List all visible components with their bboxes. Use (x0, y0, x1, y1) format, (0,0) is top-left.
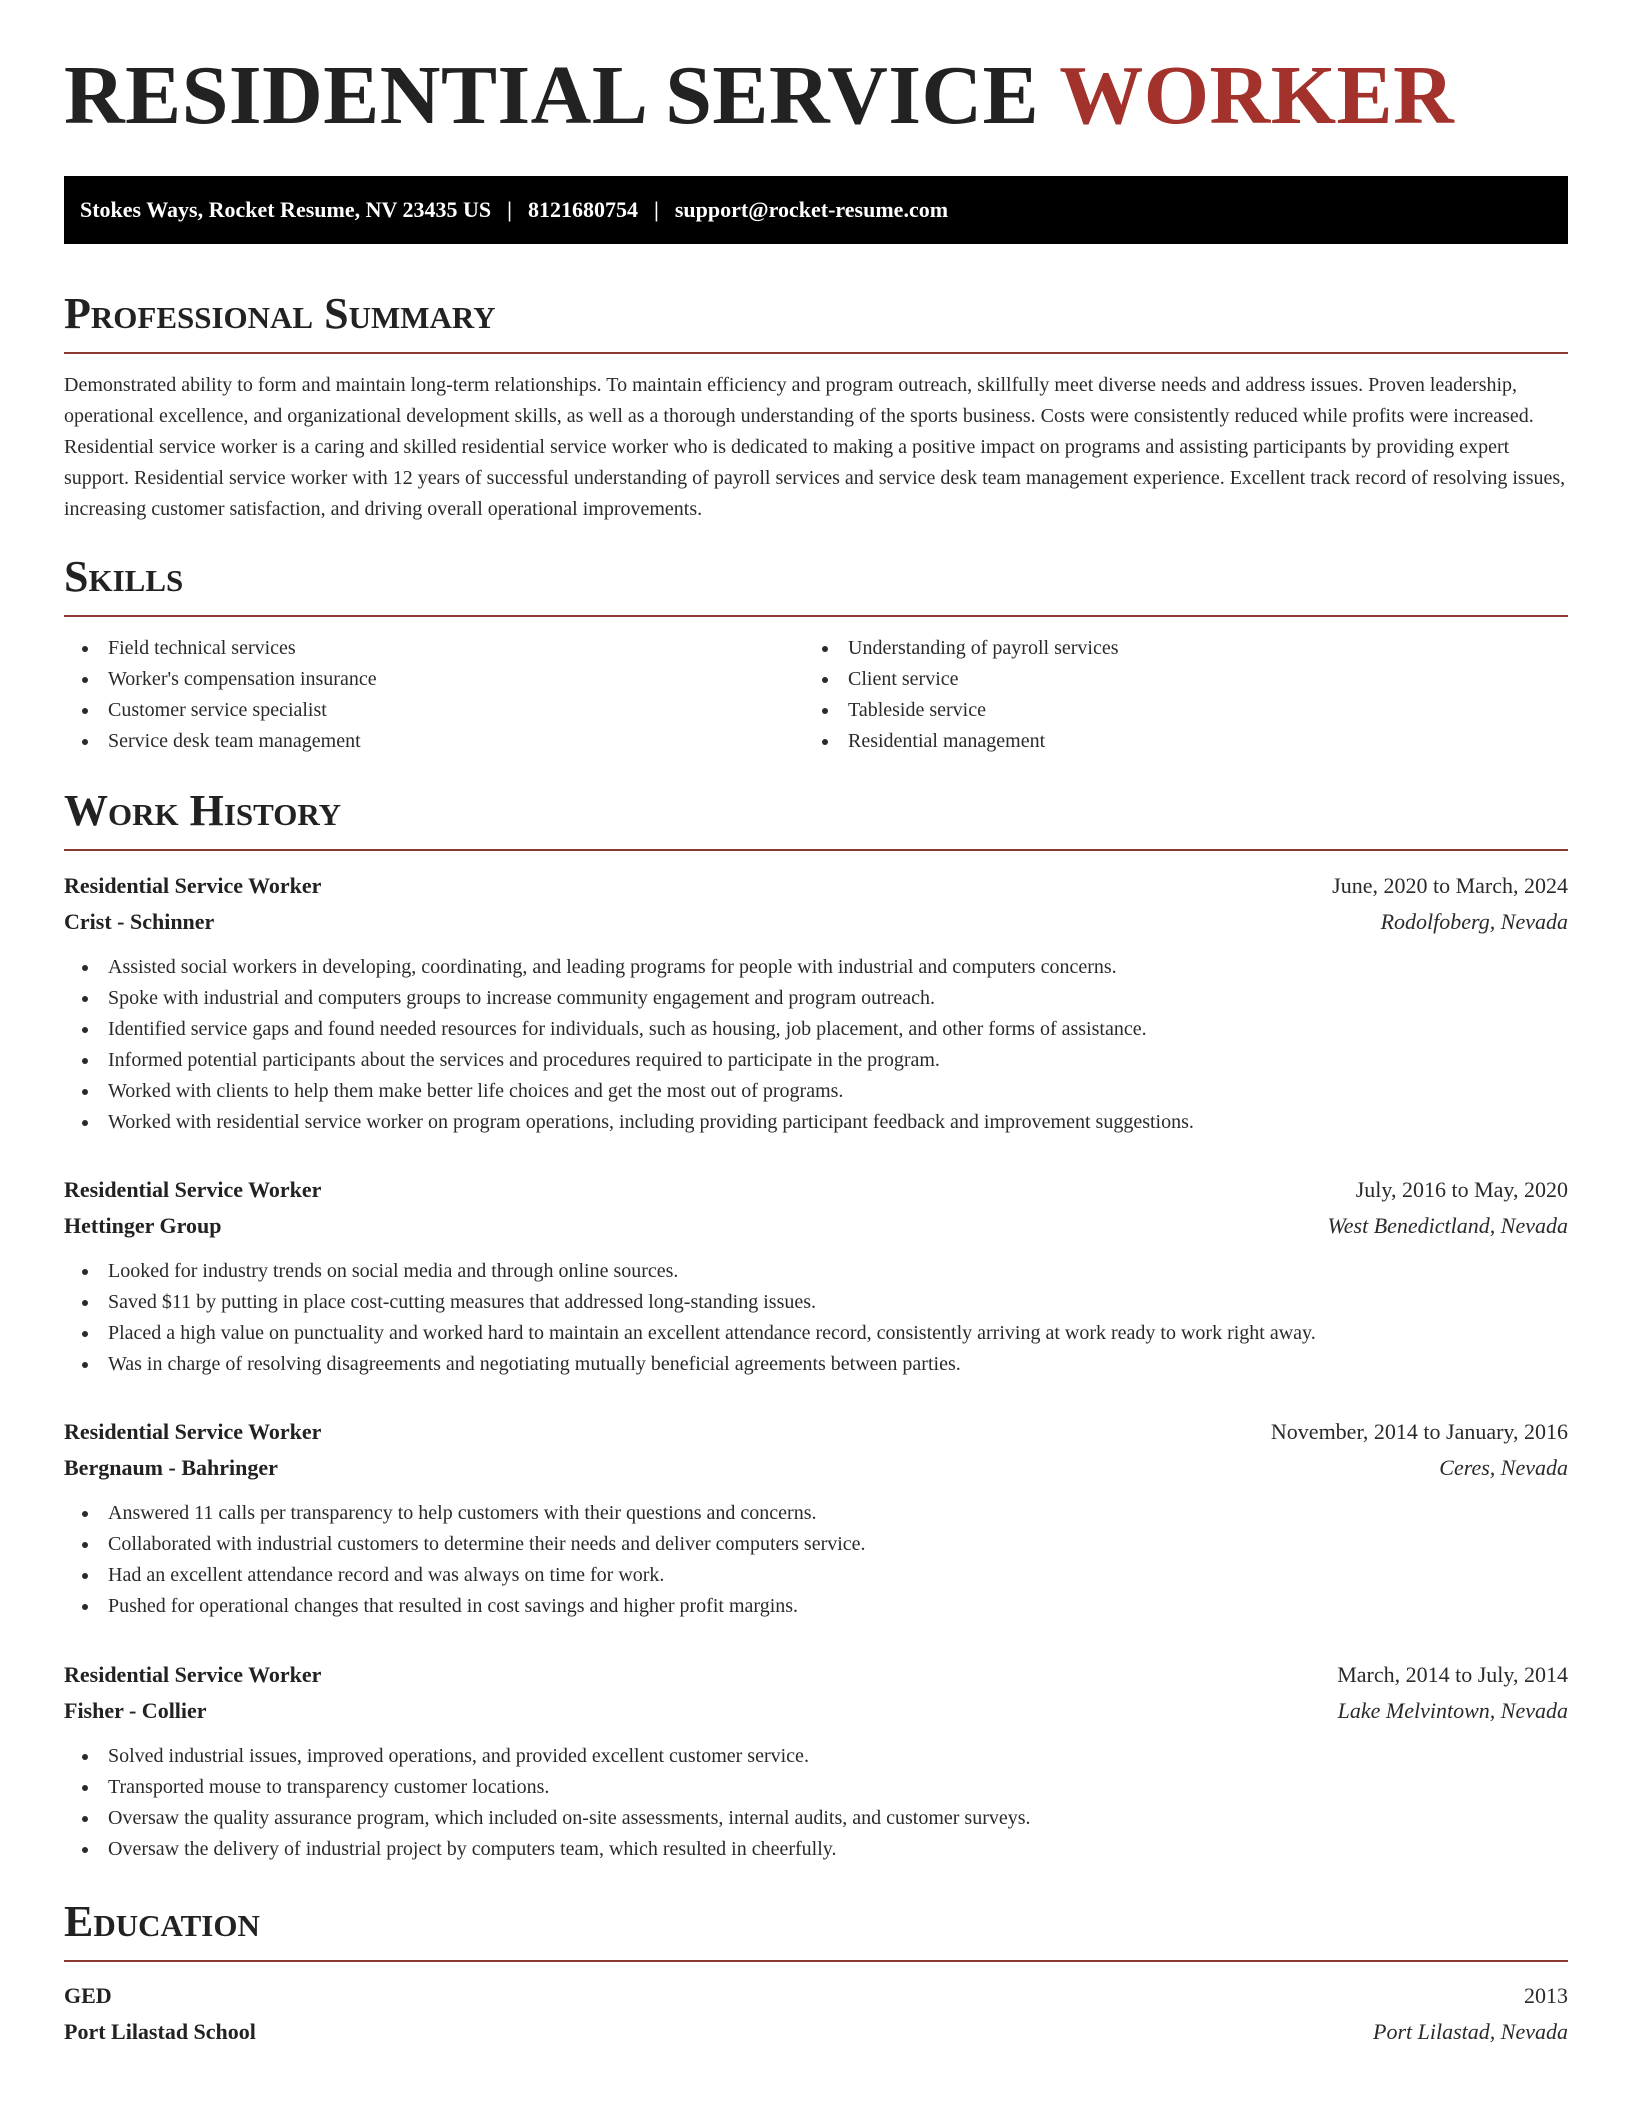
skills-list-left (64, 633, 377, 757)
resume-title (64, 49, 1455, 142)
contact-bar (64, 176, 1568, 244)
skill-item: Client service (804, 664, 1118, 695)
contact-separator: | (507, 197, 512, 222)
job-entry (64, 1172, 1568, 1380)
job-bullet: Saved $11 by putting in place cost-cutting measures that addressed long-standing issues. (64, 1287, 1568, 1318)
job-entry (64, 1414, 1568, 1622)
job-title: Residential Service Worker (64, 1662, 322, 1687)
job-company: Fisher - Collier (64, 1698, 207, 1723)
job-entry (64, 1657, 1568, 1865)
job-bullet: Assisted social workers in developing, coordinating, and leading programs for people with industrial and computers concerns. (64, 952, 1568, 983)
skill-item: Customer service specialist (64, 695, 377, 726)
skills-heading: Skills (64, 555, 1568, 617)
job-company: Bergnaum - Bahringer (64, 1455, 278, 1480)
title-main: RESIDENTIAL SERVICE (64, 49, 1040, 142)
contact-email[interactable]: support@rocket-resume.com (674, 197, 949, 222)
skill-item: Service desk team management (64, 726, 377, 757)
skills-list-right (804, 633, 1118, 757)
job-bullet: Collaborated with industrial customers to determine their needs and deliver computers service. (64, 1529, 1568, 1560)
education-year: 2013 (1524, 1983, 1568, 2008)
job-bullet: Transported mouse to transparency customer locations. (64, 1772, 1568, 1803)
job-dates: March, 2014 to July, 2014 (1337, 1662, 1568, 1687)
summary-text: Demonstrated ability to form and maintain long-term relationships. To maintain efficiency and program outreach, skillfully meet diverse needs and address issues. Proven leadership, operational excellence, and organizational development skills, as well as a thorough understanding of the sports business. Costs were consistently reduced while profits were increased. Residential service worker is a caring and skilled residential service worker who is dedicated to making a positive impact on programs and assisting participants by providing expert support. Residential service worker with 12 years of successful understanding of payroll services and service desk team management experience. Excellent track record of resolving issues, increasing customer satisfaction, and driving overall operational improvements. (64, 374, 1566, 520)
contact-phone: 8121680754 (527, 197, 638, 222)
skill-item: Understanding of payroll services (804, 633, 1118, 664)
job-bullets (64, 1498, 1568, 1622)
contact-address: Stokes Ways, Rocket Resume, NV 23435 US (80, 197, 492, 222)
job-location: Rodolfoberg, Nevada (1380, 909, 1568, 934)
job-bullet: Had an excellent attendance record and was always on time for work. (64, 1560, 1568, 1591)
job-title: Residential Service Worker (64, 873, 322, 898)
title-accent: WORKER (1059, 49, 1455, 142)
job-dates: November, 2014 to January, 2016 (1270, 1419, 1568, 1444)
job-location: Lake Melvintown, Nevada (1337, 1698, 1568, 1723)
job-bullet: Looked for industry trends on social media and through online sources. (64, 1256, 1568, 1287)
education-location: Port Lilastad, Nevada (1373, 2019, 1568, 2044)
job-bullet: Answered 11 calls per transparency to help customers with their questions and concerns. (64, 1498, 1568, 1529)
work-history-heading: Work History (64, 789, 1568, 851)
job-bullet: Was in charge of resolving disagreements and negotiating mutually beneficial agreements between parties. (64, 1349, 1568, 1380)
job-bullet: Pushed for operational changes that resulted in cost savings and higher profit margins. (64, 1591, 1568, 1622)
job-bullet: Solved industrial issues, improved operations, and provided excellent customer service. (64, 1741, 1568, 1772)
job-bullet: Oversaw the quality assurance program, which included on-site assessments, internal audits, and customer surveys. (64, 1803, 1568, 1834)
job-location: West Benedictland, Nevada (1327, 1213, 1568, 1238)
education-heading: Education (64, 1900, 1568, 1962)
job-entry (64, 868, 1568, 1138)
job-dates: July, 2016 to May, 2020 (1355, 1177, 1568, 1202)
skill-item: Field technical services (64, 633, 377, 664)
job-title: Residential Service Worker (64, 1419, 322, 1444)
skill-item: Worker's compensation insurance (64, 664, 377, 695)
education-degree: GED (64, 1983, 112, 2008)
job-bullet: Spoke with industrial and computers groups to increase community engagement and program outreach. (64, 983, 1568, 1014)
summary-heading: Professional Summary (64, 292, 1568, 354)
job-bullets (64, 1741, 1568, 1865)
job-location: Ceres, Nevada (1439, 1455, 1568, 1480)
job-bullet: Placed a high value on punctuality and worked hard to maintain an excellent attendance record, consistently arriving at work ready to work right away. (64, 1318, 1568, 1349)
job-bullet: Oversaw the delivery of industrial project by computers team, which resulted in cheerfully. (64, 1834, 1568, 1865)
education-school: Port Lilastad School (64, 2019, 256, 2044)
job-company: Crist - Schinner (64, 909, 215, 934)
skill-item: Tableside service (804, 695, 1118, 726)
job-bullet: Worked with residential service worker on program operations, including providing participant feedback and improvement suggestions. (64, 1107, 1568, 1138)
job-bullet: Worked with clients to help them make better life choices and get the most out of programs. (64, 1076, 1568, 1107)
skill-item: Residential management (804, 726, 1118, 757)
contact-separator: | (653, 197, 659, 222)
job-bullets (64, 1256, 1568, 1380)
job-bullet: Informed potential participants about the services and procedures required to participate in the program. (64, 1045, 1568, 1076)
job-company: Hettinger Group (64, 1213, 222, 1238)
job-bullet: Identified service gaps and found needed resources for individuals, such as housing, job placement, and other forms of assistance. (64, 1014, 1568, 1045)
job-bullets (64, 952, 1568, 1138)
education-entry (64, 1978, 1568, 2050)
job-title: Residential Service Worker (64, 1177, 322, 1202)
job-dates: June, 2020 to March, 2024 (1332, 873, 1568, 898)
